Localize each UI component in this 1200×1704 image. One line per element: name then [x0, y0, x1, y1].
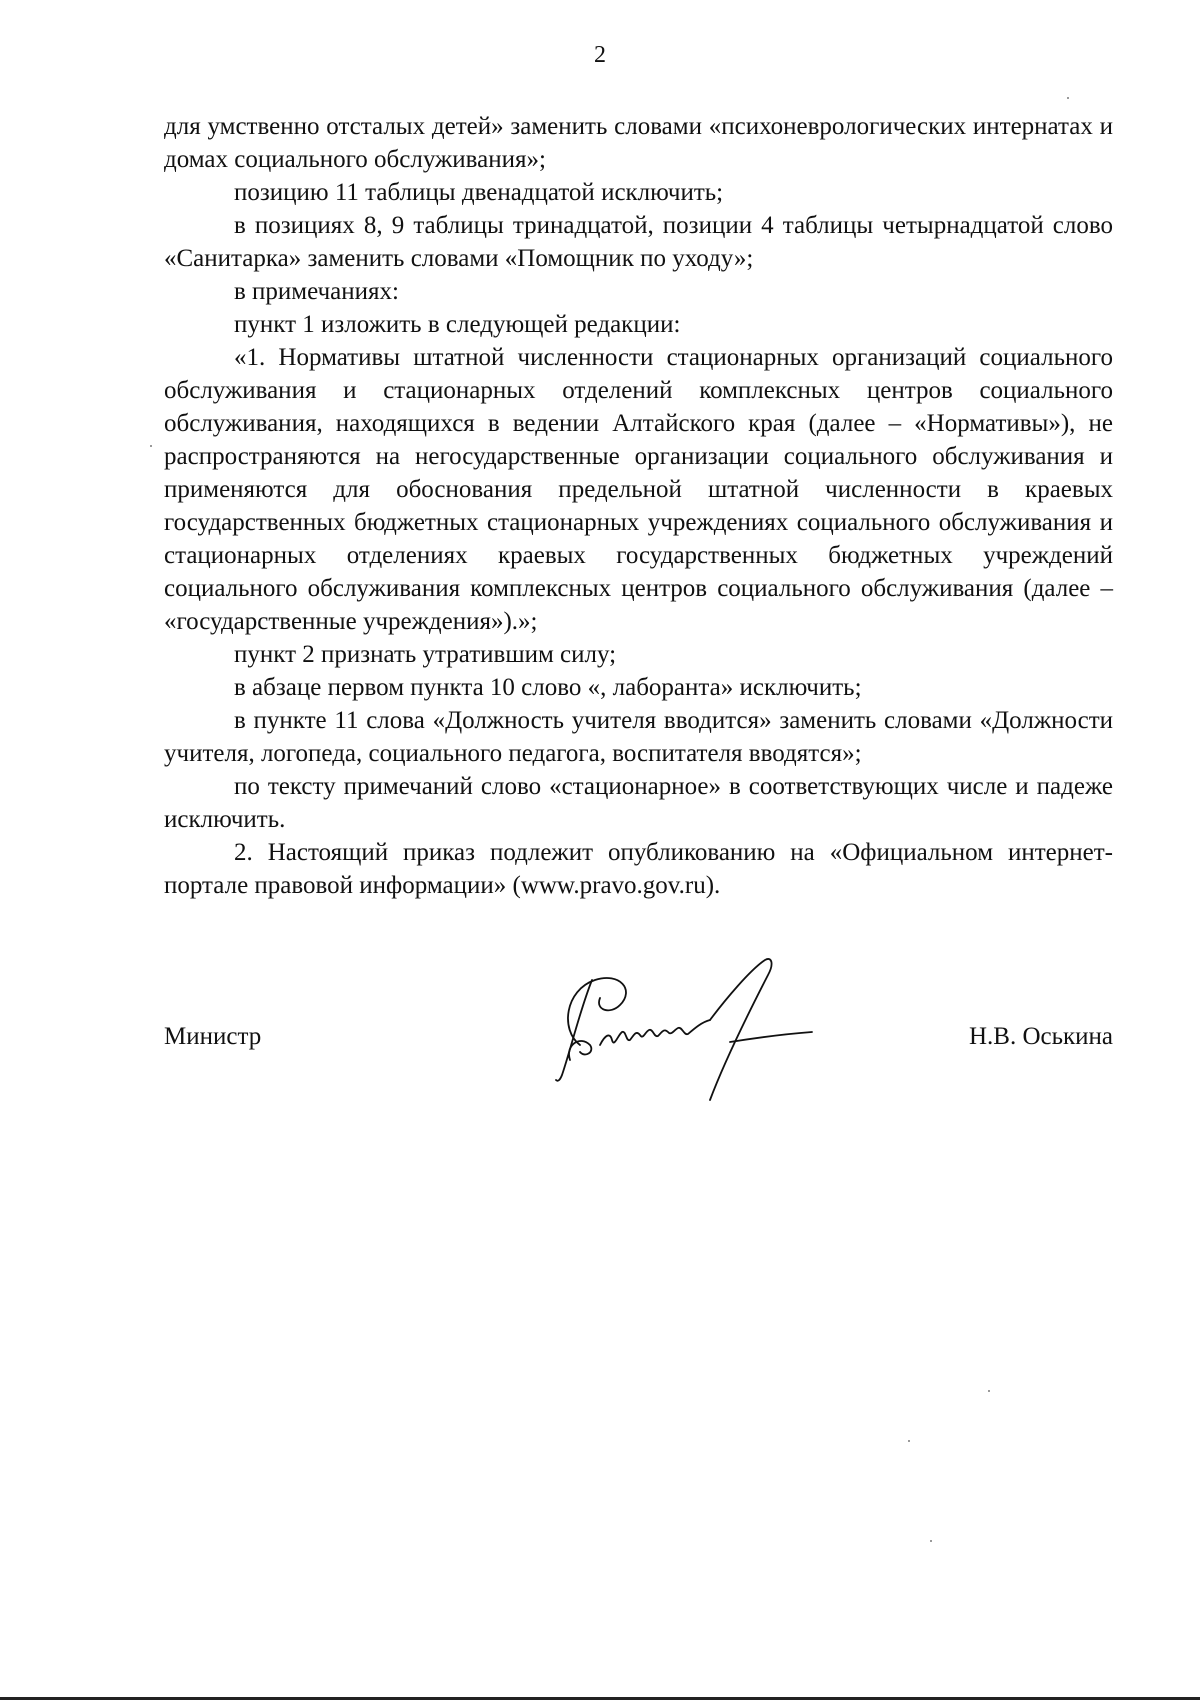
- paragraph-point-1-text: «1. Нормативы штатной численности стационарных организаций социального обслуживания и стационарных отделений комплексных центров социального обслуживания, находящихся в ведении Алтайского края (далее – «Нормативы»), не распространяются на негосударственные организации социального обслуживания и применяются для обоснования предельной штатной численности в краевых государственных бюджетных стационарных учреждениях социального обслуживания и стационарных отделениях краевых государственных бюджетных учреждений социального обслуживания комплексных центров социального обслуживания (далее – «государственные учреждения»).»;: [164, 344, 1113, 635]
- page-number: 2: [594, 42, 606, 68]
- scan-bottom-edge: [0, 1697, 1200, 1700]
- signatory-title: Министр: [164, 1023, 262, 1050]
- scan-speck: [908, 1440, 910, 1442]
- paragraph-point-1-intro: пункт 1 изложить в следующей редакции:: [234, 311, 681, 338]
- scan-speck: [988, 1390, 990, 1392]
- paragraph-point-10: в абзаце первом пункта 10 слово «, лаборанта» исключить;: [234, 674, 862, 701]
- scan-speck: [930, 1540, 932, 1542]
- handwritten-signature: [550, 950, 870, 1110]
- document-body: [164, 110, 1113, 902]
- paragraph-continuation: для умственно отсталых детей» заменить словами «психоневрологических интернатах и домах социального обслуживания»;: [164, 113, 1113, 173]
- paragraph-notes-heading: в примечаниях:: [234, 278, 399, 305]
- paragraph-tables-13-14: в позициях 8, 9 таблицы тринадцатой, позиции 4 таблицы четырнадцатой слово «Санитарка» заменить словами «Помощник по уходу»;: [164, 212, 1113, 272]
- paragraph-notes-word: по тексту примечаний слово «стационарное» в соответствующих числе и падеже исключить.: [164, 773, 1113, 833]
- signatory-name: Н.В. Оськина: [968, 1023, 1113, 1050]
- paragraph-publication: 2. Настоящий приказ подлежит опубликованию на «Официальном интернет-портале правовой информации» (www.pravo.gov.ru).: [164, 839, 1113, 899]
- scan-speck: [150, 445, 152, 447]
- scan-speck: [1067, 97, 1069, 99]
- paragraph-point-11: в пункте 11 слова «Должность учителя вводится» заменить словами «Должности учителя, логопеда, социального педагога, воспитателя вводятся»;: [164, 707, 1113, 767]
- paragraph-point-2: пункт 2 признать утратившим силу;: [234, 641, 617, 668]
- paragraph-table-12: позицию 11 таблицы двенадцатой исключить;: [234, 179, 724, 206]
